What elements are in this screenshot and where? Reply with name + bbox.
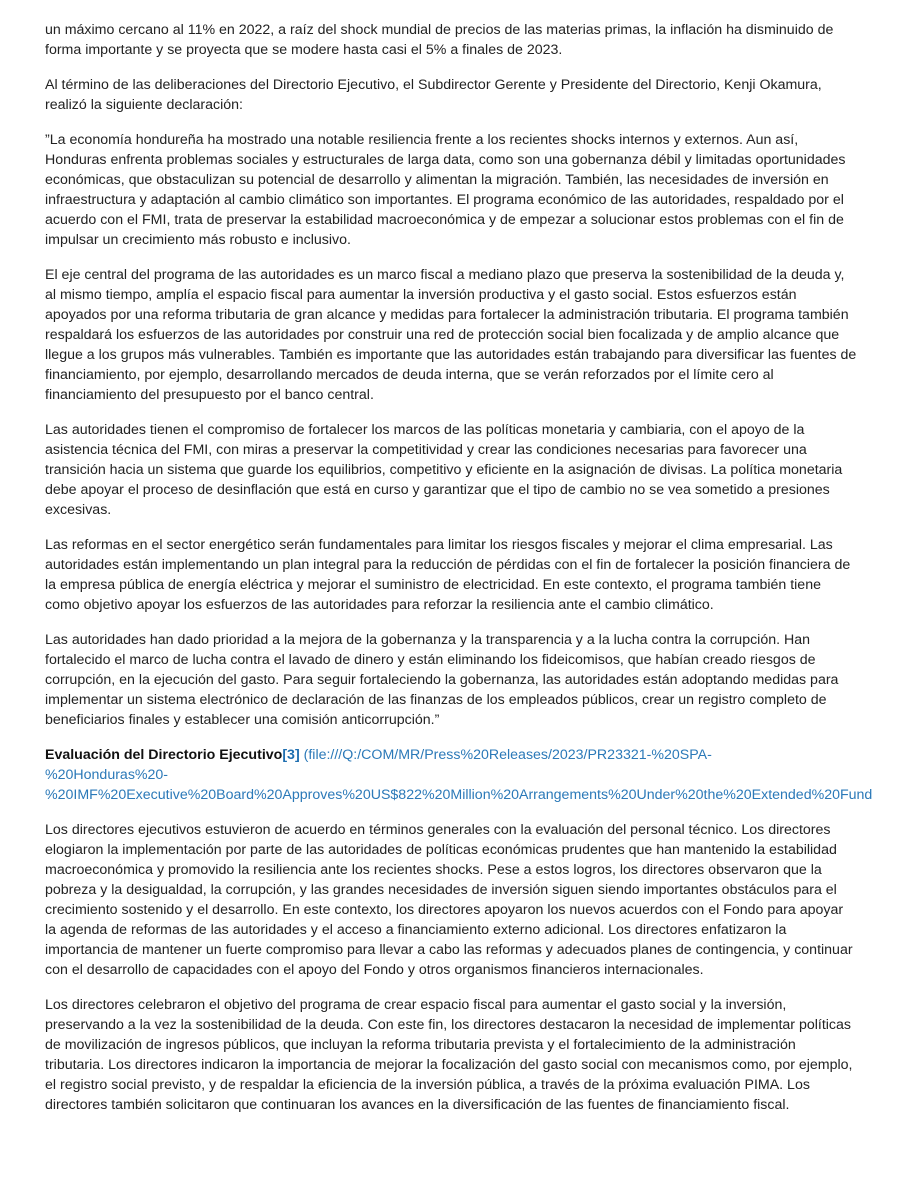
paragraph-directors-assessment: Los directores ejecutivos estuvieron de acuerdo en términos generales con la evaluación del personal técnico. Los directores elogiaron la implementación por parte de las autoridades de políticas económicas prudentes que han mantenido la estabilidad macroeconómica y promovido la resiliencia ante los recientes shocks. Pese a estos logros, los directores observaron que la pobreza y la desigualdad, la corrupción, y las grandes necesidades de inversión siguen siendo importantes obstáculos para el crecimiento sostenido y el desarrollo. En este contexto, los directores apoyaron los nuevos acuerdos con el Fondo para apoyar la agenda de reformas de las autoridades y el acceso a financiamiento externo adicional. Los directores enfatizaron la importancia de mantener un fuerte compromiso para llevar a cabo las reformas y adecuados planes de contingencia, y continuar con el desarrollo de capacidades con el apoyo del Fondo y otros organismos financieros internacionales. [45, 822, 853, 978]
paragraph-quote-fiscal: El eje central del programa de las autoridades es un marco fiscal a mediano plazo que preserva la sostenibilidad de la deuda y, al mismo tiempo, amplía el espacio fiscal para aumentar la inversión productiva y el gasto social. Estos esfuerzos están apoyados por una reforma tributaria de gran alcance y medidas para fortalecer la administración tributaria. El programa también respaldará los esfuerzos de las autoridades por construir una red de protección social bien focalizada y de amplio alcance que llegue a los grupos más vulnerables. También es importante que las autoridades están trabajando para diversificar las fuentes de financiamiento, por ejemplo, desarrollando mercados de deuda interna, que se verán reforzados por el límite cero al financiamiento del presupuesto por el banco central. [45, 267, 857, 403]
paragraph-quote-energy: Las reformas en el sector energético serán fundamentales para limitar los riesgos fiscales y mejorar el clima empresarial. Las autoridades están implementando un plan integral para la reducción de pérdidas con el fin de fortalecer la posición financiera de la empresa pública de energía eléctrica y mejorar el suministro de electricidad. En este contexto, el programa también tiene como objetivo apoyar los esfuerzos de las autoridades para reforzar la resiliencia ante el cambio climático. [45, 537, 851, 613]
section-heading: Evaluación del Directorio Ejecutivo [45, 747, 283, 763]
source-file-link-line1[interactable]: (file:///Q:/COM/MR/Press%20Releases/2023/PR23321-%20SPA- [303, 747, 712, 763]
paragraph-quote-resilience: ”La economía hondureña ha mostrado una notable resiliencia frente a los recientes shocks internos y externos. Aun así, Honduras enfrenta problemas sociales y estructurales de larga data, como son una gobernanza débil y limitadas oportunidades económicas, que obstaculizan su potencial de desarrollo y alimentan la migración. También, las necesidades de inversión en infraestructura y adaptación al cambio climático son importantes. El programa económico de las autoridades, respaldado por el acuerdo con el FMI, trata de preservar la estabilidad macroeconómica y de empezar a solucionar estos problemas con el fin de impulsar un crecimiento más robusto e inclusivo. [45, 132, 846, 248]
source-file-link-line2[interactable]: %20Honduras%20- [45, 767, 169, 783]
paragraph-declaration-intro: Al término de las deliberaciones del Directorio Ejecutivo, el Subdirector Gerente y Presidente del Directorio, Kenji Okamura, realizó la siguiente declaración: [45, 77, 822, 113]
paragraph-directors-fiscal-space: Los directores celebraron el objetivo del programa de crear espacio fiscal para aumentar el gasto social y la inversión, preservando a la vez la sostenibilidad de la deuda. Con este fin, los directores destacaron la necesidad de implementar políticas de movilización de ingresos públicos, que incluyan la reforma tributaria prevista y el fortalecimiento de la administración tributaria. Los directores indicaron la importancia de mejorar la focalización del gasto social con mecanismos como, por ejemplo, el registro social previsto, y de respaldar la eficiencia de la inversión pública, a través de la próxima evaluación PIMA. Los directores también solicitaron que continuaran los avances en la diversificación de las fuentes de financiamiento fiscal. [45, 997, 853, 1113]
paragraph-quote-governance: Las autoridades han dado prioridad a la mejora de la gobernanza y la transparencia y a la lucha contra la corrupción. Han fortalecido el marco de lucha contra el lavado de dinero y están eliminando los fideicomisos, que habían creado riesgos de corrupción, en la ejecución del gasto. Para seguir fortaleciendo la gobernanza, las autoridades están adoptando medidas para implementar un sistema electrónico de declaración de las finanzas de los empleados públicos, crear un registro completo de beneficiarios finales y establecer una comisión anticorrupción.” [45, 632, 839, 728]
paragraph-quote-monetary: Las autoridades tienen el compromiso de fortalecer los marcos de las políticas monetaria y cambiaria, con el apoyo de la asistencia técnica del FMI, con miras a preservar la competitividad y crear las condiciones necesarias para favorecer una transición hacia un sistema que guarde los equilibrios, competitivo y eficiente en la asignación de divisas. La política monetaria debe apoyar el proceso de desinflación que está en curso y garantizar que el tipo de cambio no se vea sometido a presiones excesivas. [45, 422, 843, 518]
source-file-link-line3[interactable]: %20IMF%20Executive%20Board%20Approves%20US$822%20Million%20Arrangements%20Under%20the%20Extended%20Fund [45, 787, 873, 803]
paragraph-inflation-intro: un máximo cercano al 11% en 2022, a raíz del shock mundial de precios de las materias primas, la inflación ha disminuido de forma importante y se proyecta que se modere hasta casi el 5% a finales de 2023. [45, 22, 834, 58]
article-body [45, 20, 873, 1130]
section-heading-block [45, 745, 873, 805]
footnote-link[interactable]: [3] [282, 747, 300, 763]
